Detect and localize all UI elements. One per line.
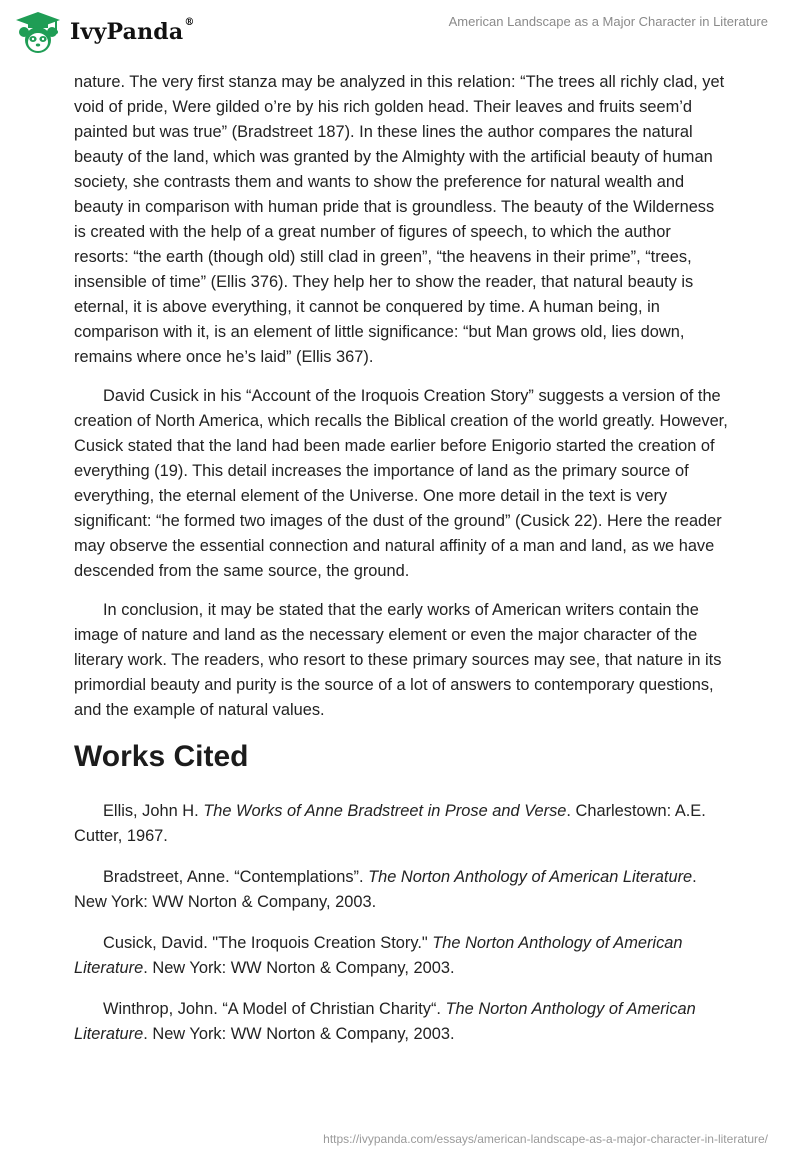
document-title: American Landscape as a Major Character in Literature [448, 14, 768, 29]
panda-graduate-icon [14, 10, 62, 54]
citation-title: The Norton Anthology of American Literature [74, 1000, 696, 1043]
citation-entry: Ellis, John H. The Works of Anne Bradstreet in Prose and Verse. Charlestown: A.E. Cutter, 1967. [74, 802, 706, 845]
citation-entry: Bradstreet, Anne. “Contemplations”. The Norton Anthology of American Literature. New York: WW Norton & Company, 2003. [74, 868, 697, 911]
body-paragraph: In conclusion, it may be stated that the early works of American writers contain the image of nature and land as the necessary element or even the major character of the literary work. The readers, who resort to these primary sources may see, that nature in its primordial beauty and purity is the source of a lot of answers to contemporary questions, and the example of natural values. [74, 601, 722, 719]
page-header [0, 0, 800, 64]
citation-title: The Norton Anthology of American Literature [368, 868, 693, 886]
body-paragraph: David Cusick in his “Account of the Iroquois Creation Story” suggests a version of the creation of North America, which recalls the Biblical creation of the world greatly. However, Cusick stated that the land had been made earlier before Enigorio started the creation of everything (19). This detail increases the importance of land as the primary source of everything, the eternal element of the Universe. One more detail in the text is very significant: “he formed two images of the dust of the ground” (Cusick 22). Here the reader may observe the essential connection and natural affinity of a man and land, as we have descended from the same source, the ground. [74, 387, 728, 580]
works-cited-heading: Works Cited [74, 740, 249, 773]
source-url[interactable]: https://ivypanda.com/essays/american-landscape-as-a-major-character-in-literature/ [323, 1132, 768, 1146]
brand-name: IvyPanda® [70, 17, 195, 45]
citation-entry: Cusick, David. "The Iroquois Creation Story." The Norton Anthology of American Literature. New York: WW Norton & Company, 2003. [74, 934, 683, 977]
ivypanda-logo[interactable] [14, 10, 195, 54]
registered-mark: ® [184, 17, 195, 28]
essay-content [74, 70, 728, 1063]
body-paragraph: nature. The very first stanza may be analyzed in this relation: “The trees all richly clad, yet void of pride, Were gilded o’re by his rich golden head. Their leaves and fruits seem’d painted but was true” (Bradstreet 187). In these lines the author compares the natural beauty of the land, which was granted by the Almighty with the artificial beauty of human society, she contrasts them and wants to show the preference for natural wealth and beauty in comparison with human pride that is groundless. The beauty of the Wilderness is created with the help of a great number of figures of speech, to which the author resorts: “the earth (though old) still clad in green”, “the heavens in their prime”, “trees, insensible of time” (Ellis 376). They help her to show the reader, that natural beauty is eternal, it is above everything, it cannot be conquered by time. A human being, in comparison with it, is an element of little significance: “but Man grows old, lies down, remains where once he’s laid” (Ellis 367). [74, 73, 725, 366]
citation-title: The Norton Anthology of American Literature [74, 934, 683, 977]
citation-title: The Works of Anne Bradstreet in Prose and Verse [203, 802, 567, 820]
citation-entry: Winthrop, John. “A Model of Christian Charity“. The Norton Anthology of American Literature. New York: WW Norton & Company, 2003. [74, 1000, 696, 1043]
